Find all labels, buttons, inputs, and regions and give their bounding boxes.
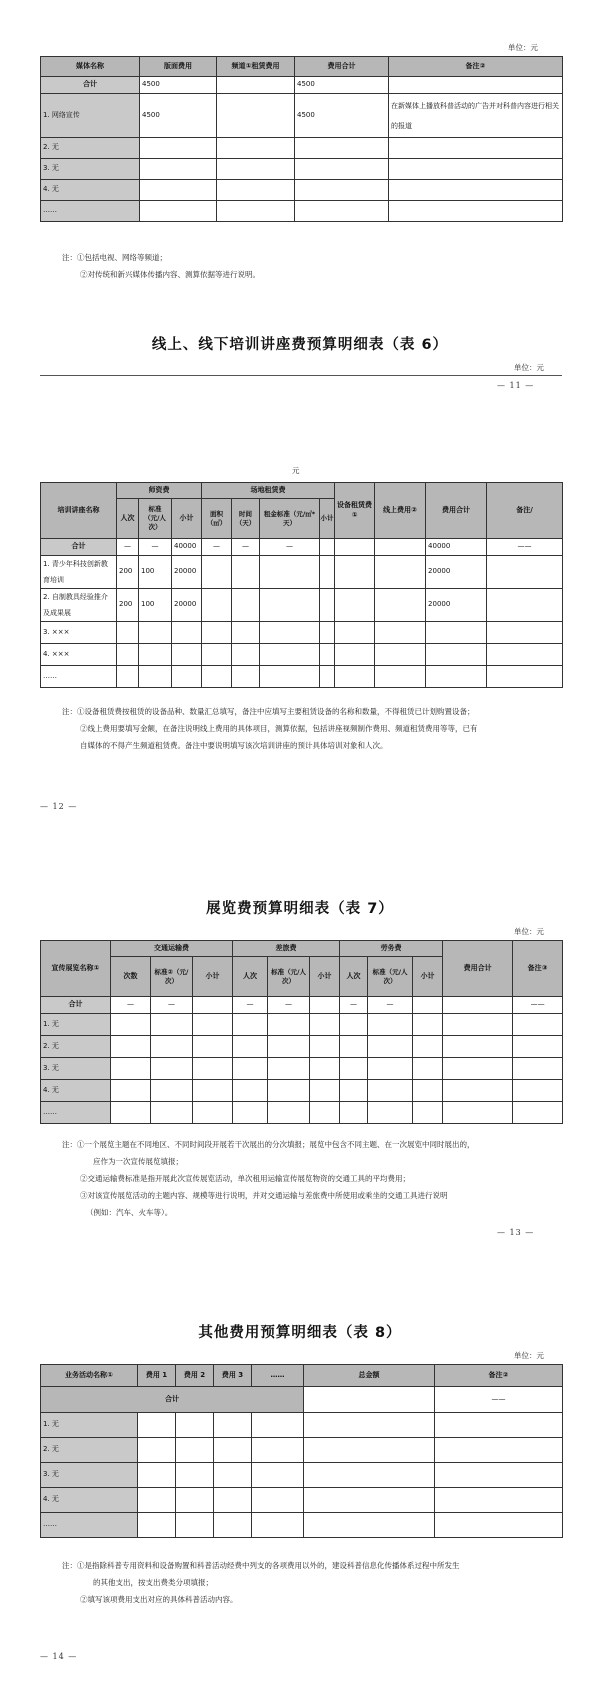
table-row [41,1036,563,1058]
table-cell [217,77,295,94]
column-group-header: 劳务费 [340,941,443,957]
column-header: 标准（元/人次） [139,499,172,539]
table-cell: — [268,997,310,1014]
row-label: …… [41,201,140,222]
row-label: 3. 无 [41,1058,111,1080]
table-note: 注：①是指除科普专用资料和设备购置和科普活动经费中列支的各项费用以外的，建设科普信息化传播体系过程中所发生 [62,1561,460,1570]
row-label: 2. 无 [41,1438,138,1463]
page-title: 展览费预算明细表（表 7） [206,901,394,917]
column-header: 费用合计 [426,483,487,539]
table-row [41,1102,563,1124]
column-header: …… [252,1365,304,1387]
table-header-row [41,1365,563,1387]
column-group-header: 差旅费 [233,941,340,957]
table-note: 注：①设备租赁费按租赁的设备品种、数量汇总填写，备注中应填写主要租赁设备的名称和数量，不得租赁已计划购置设备； [62,707,475,716]
table-note: ②交通运输费标准是指开展此次宣传展览活动，单次租用运输宣传展览物资的交通工具的平均费用； [80,1174,410,1183]
row-label: 合计 [41,1387,304,1413]
table-cell: 200 [117,556,139,589]
table-row [41,138,563,159]
column-group-header: 场地租赁费 [202,483,335,499]
row-label: 合计 [41,539,117,556]
table-row [41,1080,563,1102]
table-cell: 20000 [426,556,487,589]
unit-label: 元 [292,466,300,475]
table-cell: — [260,539,320,556]
page-number: — 11 — [497,381,535,390]
table-cell: — [111,997,151,1014]
column-header: 费用 3 [214,1365,252,1387]
table-cell: — [340,997,368,1014]
page-number: — 12 — [40,802,78,811]
table-row [41,644,563,666]
table-cell: 4500 [295,77,389,94]
table-row [41,94,563,138]
table-row [41,622,563,644]
table-cell: 20000 [172,589,202,622]
row-label: 4. 无 [41,1488,138,1513]
table-cell: 40000 [426,539,487,556]
divider [40,375,562,376]
column-group-header: 交通运输费 [111,941,233,957]
row-label: …… [41,1513,138,1538]
row-label: 1. 无 [41,1014,111,1036]
table-cell: 20000 [172,556,202,589]
column-header: 标准（元/人次） [368,957,413,997]
table-row [41,1438,563,1463]
column-header: 小计 [310,957,340,997]
column-header: 人次 [340,957,368,997]
table-cell: — [202,539,232,556]
column-header: 总金额 [304,1365,435,1387]
exhibition-fee-table [40,940,563,1124]
column-header: 租金标准（元/㎡*天） [260,499,320,539]
row-label: 2. 无 [41,1036,111,1058]
row-label: 4. 无 [41,1080,111,1102]
table-header-row [41,941,563,957]
table-note: 自媒体的不得产生频道租赁费。备注中要说明填写该次培训讲座的预计具体培训对象和人次。 [80,741,388,750]
column-header: 时间（天） [232,499,260,539]
row-label: …… [41,1102,111,1124]
table-row [41,589,563,622]
table-header-row [41,57,563,77]
table-row [41,180,563,201]
column-header: 备注② [389,57,563,77]
row-label: 合计 [41,77,140,94]
table-row [41,997,563,1014]
row-label: 2. 自制教具经验推介及成果展 [41,589,117,622]
table-row [41,1488,563,1513]
page-number: — 14 — [40,1652,78,1661]
table-row [41,1513,563,1538]
column-header: 小计 [320,499,335,539]
column-header: 备注③ [513,941,563,997]
table-row [41,1387,563,1413]
column-header: 媒体名称 [41,57,140,77]
table-cell: 4500 [140,94,217,138]
table-row [41,159,563,180]
table-row [41,77,563,94]
column-header: 人次 [233,957,268,997]
table-cell: 4500 [140,77,217,94]
column-header: 小计 [413,957,443,997]
table-cell: —— [487,539,563,556]
column-header: 线上费用② [375,483,426,539]
row-label: 2. 无 [41,138,140,159]
other-fee-table [40,1364,563,1538]
unit-label: 单位：元 [514,363,544,372]
table-row [41,539,563,556]
column-header: 面积（㎡） [202,499,232,539]
unit-label: 单位：元 [508,43,538,52]
column-header: 小计 [172,499,202,539]
column-header: 人次 [117,499,139,539]
row-label: 3. 无 [41,1463,138,1488]
column-header: 设备租赁费① [335,483,375,539]
column-header: 业务活动名称① [41,1365,138,1387]
table-cell: 100 [139,556,172,589]
unit-label: 单位：元 [514,927,544,936]
column-header: 标准②（元/次） [151,957,193,997]
table-cell: — [368,997,413,1014]
table-note: 应作为一次宣传展览填报； [93,1157,183,1166]
row-label: 1. 青少年科技创新教育培训 [41,556,117,589]
table-cell: — [117,539,139,556]
column-header: 频道①租赁费用 [217,57,295,77]
table-row [41,1014,563,1036]
table-cell: 100 [139,589,172,622]
row-label: 4. ××× [41,644,117,666]
row-label: 4. 无 [41,180,140,201]
table-row [41,1413,563,1438]
row-label: 合计 [41,997,111,1014]
table-cell: —— [435,1387,563,1413]
column-header: 费用合计 [295,57,389,77]
table-note: ②线上费用要填写金额，在备注说明线上费用的具体项目，测算依据，包括讲座视频制作费用、频道租赁费用等等，已有 [80,724,478,733]
row-label: 1. 网络宣传 [41,94,140,138]
table-cell [389,77,563,94]
table-header-row [41,483,563,499]
column-header: 版面费用 [140,57,217,77]
table-row [41,201,563,222]
table-cell: — [233,997,268,1014]
table-row [41,1058,563,1080]
table-cell: 40000 [172,539,202,556]
training-fee-table [40,482,563,688]
table-cell: 4500 [295,94,389,138]
column-header: 小计 [193,957,233,997]
page-title: 线上、线下培训讲座费预算明细表（表 6） [151,337,449,353]
table-cell: — [232,539,260,556]
column-group-header: 师资费 [117,483,202,499]
table-note: （例如：汽车、火车等）。 [86,1208,173,1217]
table-row [41,666,563,688]
table-note: 注：①包括电视、网络等频道； [62,253,167,262]
table-cell: 200 [117,589,139,622]
page-title: 其他费用预算明细表（表 8） [198,1325,402,1341]
table-note: 的其他支出，按支出费类分项填报； [93,1578,213,1587]
table-note: 注：①一个展览主题在不同地区、不同时间段开展若干次展出的分次填报；展览中包含不同主题、在一次展览中同时展出的， [62,1140,475,1149]
media-fee-table [40,56,563,222]
table-note: ③对该宣传展览活动的主题内容、规模等进行说明，并对交通运输与差旅费中所使用或乘坐的交通工具进行说明 [80,1191,448,1200]
row-label: 1. 无 [41,1413,138,1438]
column-header: 费用 2 [176,1365,214,1387]
column-header: 标准（元/人次） [268,957,310,997]
table-note: ②填写该项费用支出对应的具体科普活动内容。 [80,1595,238,1604]
column-header: 备注② [435,1365,563,1387]
table-cell [217,94,295,138]
column-header: 培训讲座名称 [41,483,117,539]
table-cell: — [151,997,193,1014]
table-row [41,556,563,589]
table-cell: —— [513,997,563,1014]
row-label: …… [41,666,117,688]
table-row [41,1463,563,1488]
column-header: 备注/ [487,483,563,539]
column-header: 费用 1 [138,1365,176,1387]
table-cell: — [139,539,172,556]
table-cell: 20000 [426,589,487,622]
column-header: 次数 [111,957,151,997]
page-number: — 13 — [497,1228,535,1237]
table-cell: 在新媒体上播放科普活动的广告并对科普内容进行相关的报道 [389,94,563,138]
column-header: 费用合计 [443,941,513,997]
row-label: 3. 无 [41,159,140,180]
unit-label: 单位：元 [514,1351,544,1360]
table-note: ②对传统和新兴媒体传播内容、测算依据等进行说明。 [80,270,260,279]
row-label: 3. ××× [41,622,117,644]
column-header: 宣传展览名称① [41,941,111,997]
